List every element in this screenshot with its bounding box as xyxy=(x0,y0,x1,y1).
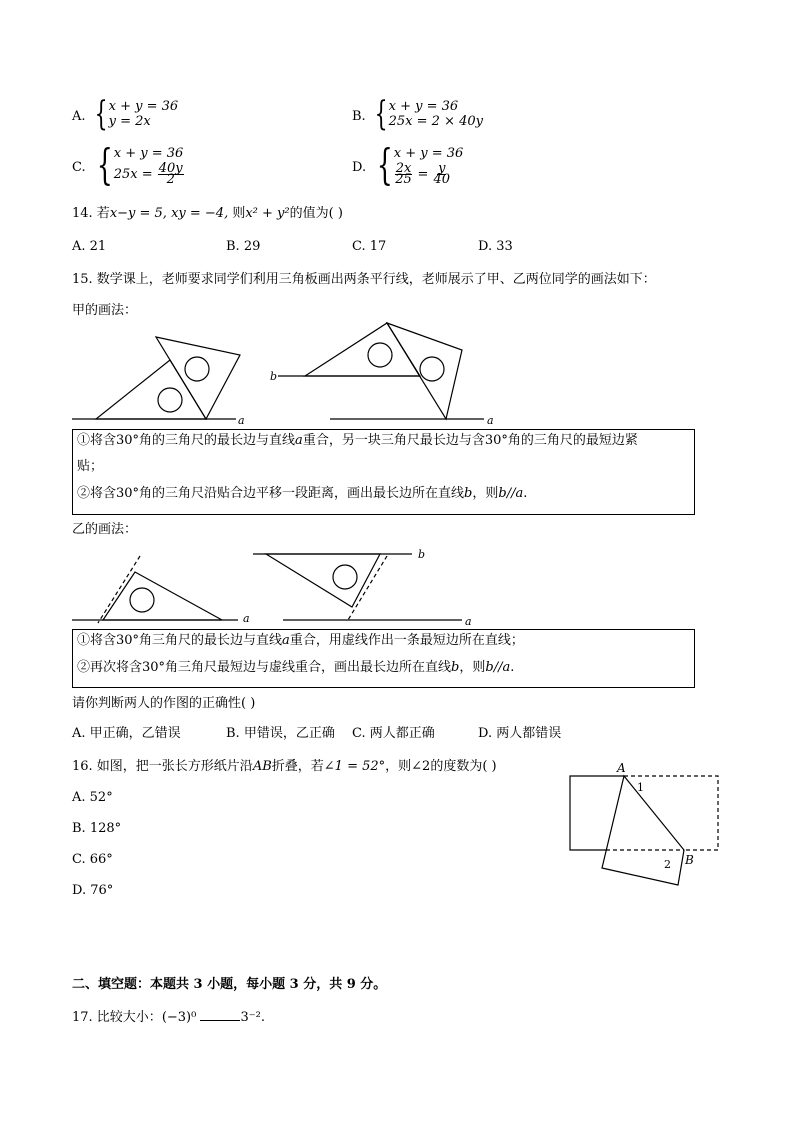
stem-text: 则 xyxy=(228,206,246,221)
step-var: a xyxy=(282,633,290,648)
stem-text: 的值为( ) xyxy=(289,206,343,221)
option-d-label[interactable]: D. xyxy=(352,160,367,175)
stem-math: x−y = 5, xy = −4, xyxy=(109,206,229,221)
step-var: b xyxy=(464,486,473,501)
equation-line: x + y = 36 xyxy=(108,99,179,114)
stem-text: 16. 如图，把一张长方形纸片沿 xyxy=(72,759,253,774)
q15-option-b[interactable]: B. 甲错误，乙正确 xyxy=(226,726,335,741)
option-c-system: { x + y = 36 25x = $\frac{40y}{2}$ xyxy=(96,140,184,189)
equation-line: y = 2x xyxy=(108,114,151,129)
numerator: y xyxy=(438,160,446,176)
stem-text: 折叠，若 xyxy=(271,759,324,774)
option-a-system: { x + y = 36 y = 2x xyxy=(94,94,179,134)
step-text: ①将含30°角的三角尺的最长边与直线 xyxy=(77,433,296,448)
denominator: 25 xyxy=(395,171,412,187)
step-text: ①将含30°角三角尺的最长边与直线 xyxy=(77,633,283,648)
stem-math: x² + y² xyxy=(245,206,290,221)
option-c-label[interactable]: C. xyxy=(72,160,86,175)
right-expression: 3⁻² xyxy=(240,1010,261,1025)
q16-option-c[interactable]: C. 66° xyxy=(72,852,113,867)
jia-method-title: 甲的画法： xyxy=(72,303,138,318)
label-b: b xyxy=(418,548,426,561)
option-a-label[interactable]: A. xyxy=(72,109,86,124)
q15-option-a[interactable]: A. 甲正确，乙错误 xyxy=(72,726,181,741)
denominator: 40 xyxy=(433,171,451,187)
stem-text: 14. 若 xyxy=(72,206,110,221)
step-text: . xyxy=(523,486,528,501)
stem-text: 17. 比较大小： xyxy=(72,1010,162,1025)
equation-line: 25x = 2 × 40y xyxy=(388,114,483,129)
step-text: ，则 xyxy=(472,486,499,501)
yi-method-title: 乙的画法： xyxy=(72,522,138,537)
q16-option-a[interactable]: A. 52° xyxy=(72,790,113,805)
q14-option-c[interactable]: C. 17 xyxy=(352,239,387,254)
label-a: a xyxy=(465,615,472,628)
q14-option-b[interactable]: B. 29 xyxy=(226,239,261,254)
stem-text: . xyxy=(260,1010,265,1025)
option-b-label[interactable]: B. xyxy=(352,109,366,124)
numerator: 40y xyxy=(158,160,183,176)
answer-blank[interactable] xyxy=(200,1008,240,1021)
label-b: b xyxy=(270,370,278,383)
step-math: b//a xyxy=(498,486,524,501)
step-text: . xyxy=(510,660,515,675)
equation-part: 25x = xyxy=(113,166,157,182)
step-text: 贴； xyxy=(77,459,104,474)
denominator: 2 xyxy=(166,171,175,187)
stem-var: AB xyxy=(252,759,272,774)
stem-math: ∠1 = 52° xyxy=(323,759,386,774)
step-var: b xyxy=(451,660,460,675)
q16-option-d[interactable]: D. 76° xyxy=(72,883,114,898)
option-d-system: { x + y = 36 $\frac{2x}{25}$ = $\frac{y}{40}$ xyxy=(376,140,464,189)
question-17 xyxy=(72,1008,265,1027)
question-15-stem: 15. 数学课上，老师要求同学们利用三角板画出两条平行线，老师展示了甲、乙两位同学的画法如下： xyxy=(72,272,656,287)
angle-1-label: 1 xyxy=(637,781,644,794)
rectangle-outline xyxy=(570,776,624,850)
step-text: 重合，用虚线作出一条最短边所在直线； xyxy=(289,633,524,648)
stem-text: ，则∠2的度数为( ) xyxy=(385,759,497,774)
q16-option-b[interactable]: B. 128° xyxy=(72,821,122,836)
option-b-system: { x + y = 36 25x = 2 × 40y xyxy=(374,94,483,134)
step-var: a xyxy=(295,433,303,448)
equation-line: x + y = 36 xyxy=(393,145,464,161)
numerator: 2x xyxy=(395,160,412,176)
point-b: B xyxy=(685,853,694,867)
q15-option-d[interactable]: D. 两人都错误 xyxy=(478,726,562,741)
equation-line: x + y = 36 xyxy=(113,145,184,161)
left-expression: (−3)⁰ xyxy=(161,1010,197,1025)
step-math: b//a xyxy=(485,660,511,675)
step-text: ②将含30°角的三角尺沿贴合边平移一段距离，画出最长边所在直线 xyxy=(77,486,465,501)
q14-option-d[interactable]: D. 33 xyxy=(478,239,513,254)
angle-2-label: 2 xyxy=(664,858,671,871)
q15-option-c[interactable]: C. 两人都正确 xyxy=(352,726,435,741)
step-text: ，则 xyxy=(459,660,486,675)
label-a: a xyxy=(243,612,250,625)
q14-option-a[interactable]: A. 21 xyxy=(72,239,107,254)
equation-line: x + y = 36 xyxy=(388,99,459,114)
section-2-title: 二、填空题：本题共 3 小题，每小题 3 分，共 9 分。 xyxy=(72,977,387,992)
label-a: a xyxy=(487,414,494,427)
point-a: A xyxy=(617,761,626,775)
step-text: 重合，另一块三角尺最长边与含30°角的三角尺的最短边紧 xyxy=(302,433,638,448)
step-text: ②再次将含30°角三角尺最短边与虚线重合，画出最长边所在直线 xyxy=(77,660,452,675)
question-15-prompt: 请你判断两人的作图的正确性( ) xyxy=(72,696,256,711)
label-a: a xyxy=(238,414,245,427)
equals-sign: = xyxy=(413,166,433,182)
